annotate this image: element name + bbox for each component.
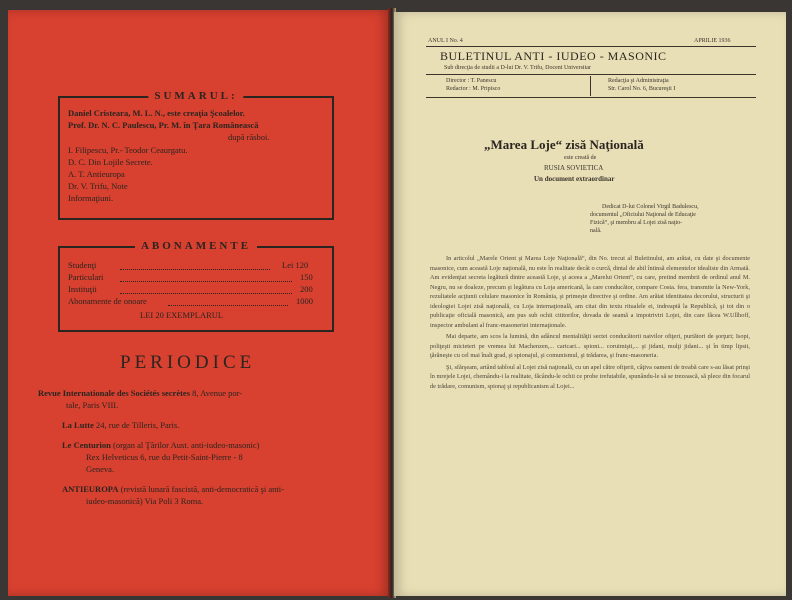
subscription-label: Abonamente de onoare xyxy=(68,296,147,306)
subscriptions-title: ABONAMENTE xyxy=(135,240,257,252)
header-divider xyxy=(590,76,591,96)
summary-title: SUMARUL: xyxy=(148,90,243,102)
article-paragraph: Mai departe, am scos la lumină, din adâncul mentalităţii sectei conducătorii naivilor ofiţeri, purtători de şorţuri; Isopi, poliţeşti micieteri pe vremea lui Machenzen,... caricari... spioni... coruimişti,... şi jidani, mulţi jidani... şi în timp lipsit, ţărăneşte cu cel mai înalt grad, şi spionajul, şi comunismul, şi trădarea, şi franc-masoneria. xyxy=(430,333,750,359)
periodical-entry xyxy=(62,420,179,431)
subscription-value: 1000 xyxy=(296,296,313,306)
dotted-leader xyxy=(120,268,270,270)
summary-item: Daniel Cristeara, M. L. N., este creaţia Şcoalelor. xyxy=(68,108,245,118)
dedication-line: documentul „Oficiului Naţional de Educaţie xyxy=(590,212,696,218)
periodical-name: La Lutte xyxy=(62,420,94,430)
periodical-entry-cont: tale, Paris VIII. xyxy=(66,400,119,410)
subscriptions-box xyxy=(58,240,334,332)
header-rule xyxy=(426,46,756,47)
address-line: Str. Carol No. 6, Bucureşti I xyxy=(608,86,676,92)
left-cover-page xyxy=(8,10,390,596)
header-rule xyxy=(426,74,756,75)
periodical-name: Le Centurion xyxy=(62,440,111,450)
periodical-address: 8, Avenue por- xyxy=(190,388,243,398)
issue-number: ANUL I No. 4 xyxy=(428,38,463,44)
article-subline-italic: Un document extraordinar xyxy=(534,175,615,183)
article-paragraph: Şi, sfărşeam, artând tabloul al Lojei zisă naţională, cu un apel către ofiţerii, câţiva oameni de treabă care s-au lăsat prinşi în mrejele Lojei, chemându-i la realitate, făcându-le ochii ce probe irefutabile, spunându-le să se trezească, să plece din focarul de trădare, comunism, spionaj şi republicanism al Lojei... xyxy=(430,363,750,390)
article-body xyxy=(430,254,750,391)
periodical-name: ANTIEUROPA xyxy=(62,484,119,494)
dotted-leader xyxy=(120,292,292,294)
periodical-entry xyxy=(62,440,259,451)
periodical-entry xyxy=(38,388,242,399)
summary-item: A. T. Antieuropa xyxy=(68,169,125,179)
subscription-value: Lei 120 xyxy=(282,260,309,270)
summary-item: Informaţiuni. xyxy=(68,193,114,203)
bulletin-subtitle: Sub direcţia de studii a D-lui Dr. V. Trifu, Docent Universitar xyxy=(444,65,591,71)
subscription-label: Instituţii xyxy=(68,284,97,294)
issue-date: APRILIE 1936 xyxy=(694,38,731,44)
summary-item: I. Filipescu, Pr.- Teodor Ceaurgatu. xyxy=(68,145,188,155)
article-subline: este creată de xyxy=(564,155,597,161)
summary-item: D. C. Din Lojile Secrete. xyxy=(68,157,153,167)
periodical-address: (organ al Ţărilor Aust. anti-iudeo-masonic) xyxy=(110,440,260,450)
article-paragraph: In articolul „Marele Orient şi Marea Loje Naţională“, din No. trecut al Buletinului, am arătat, cu date şi documente masonice, cum această Loje naţională, nu este în realitate decât o curcă, dintal de abil întinsă elementelor idealiste din Armată. Am evidenţiat secreta legătură dintre această Loje, şi aceea a „Marelui Orient“, cu care, pretind membrii de ordinul anul M. Negru, nu se doaleze, precum şi legătura cu Loja americană, la care conducător, compare Costa. fera, transmite la New-York, rezultatele acţiunii celulare masonice în România, şi primeşte directive şi ordine. Am arătat identitatea decorului, structurii şi ideologiei Lojei zisă naţională, cu Loja internaţională, am citat din textu ritualele ei, indreaptă la Republică, şi tot din o publicaţie oficială masonică, am pus sub ochii cititorilor, dovada de seamă a impotriviri Lojei, din care făcea W.Ullhoff, inspector ambulant al franc-masoneriei internaţionale. xyxy=(430,255,750,329)
summary-item: Prof. Dr. N. C. Paulescu, Pr. M. în Ţara Românească xyxy=(68,120,259,130)
dotted-leader xyxy=(120,280,292,282)
redactor-line: Redactor : M. Pripisco xyxy=(446,86,501,92)
dedication-line: Fizică“, şi membru al Lojei zisă naţio- xyxy=(590,220,683,226)
dedication-line: Dedicat D-lui Colonel Virgil Badulescu, xyxy=(602,204,699,210)
director-line: Director : T. Panescu xyxy=(446,78,497,84)
periodical-entry-cont: Rex Helveticus 6, rue du Petit-Saint-Pierre - 8 xyxy=(86,452,243,462)
periodical-entry-cont: Geneva. xyxy=(86,464,115,474)
bulletin-title: BULETINUL ANTI - IUDEO - MASONIC xyxy=(440,49,667,63)
header-rule xyxy=(426,97,756,98)
subscription-value: 200 xyxy=(300,284,313,294)
price-per-issue: LEI 20 EXEMPLARUL xyxy=(140,310,224,320)
summary-box xyxy=(58,90,334,220)
periodical-address: 24, rue de Tilleris, Paris. xyxy=(93,420,180,430)
subscription-value: 150 xyxy=(300,272,313,282)
periodicals-title: PERIODICE xyxy=(120,352,256,373)
subscription-label: Particulari xyxy=(68,272,104,282)
periodical-entry-cont: iudeo-masonică) Via Poli 3 Roma. xyxy=(86,496,204,506)
article-subline-bold: RUSIA SOVIETICA xyxy=(544,164,604,172)
dedication-line: nală. xyxy=(590,228,602,234)
periodical-address: (revistă lunară fascistă, anti-democratică şi anti- xyxy=(118,484,284,494)
subscription-label: Studenţi xyxy=(68,260,97,270)
summary-item: Dr. V. Trifu, Note xyxy=(68,181,128,191)
periodical-name: Revue Internationale des Sociétés secrètes xyxy=(38,388,191,398)
summary-item: după răsboi. xyxy=(228,132,270,142)
right-article-page xyxy=(394,12,786,596)
dotted-leader xyxy=(168,304,288,306)
article-title: „Marea Loje“ zisă Naţională xyxy=(484,137,644,152)
periodical-entry xyxy=(62,484,284,495)
admin-line: Redacţia şi Administraţia xyxy=(608,78,669,84)
